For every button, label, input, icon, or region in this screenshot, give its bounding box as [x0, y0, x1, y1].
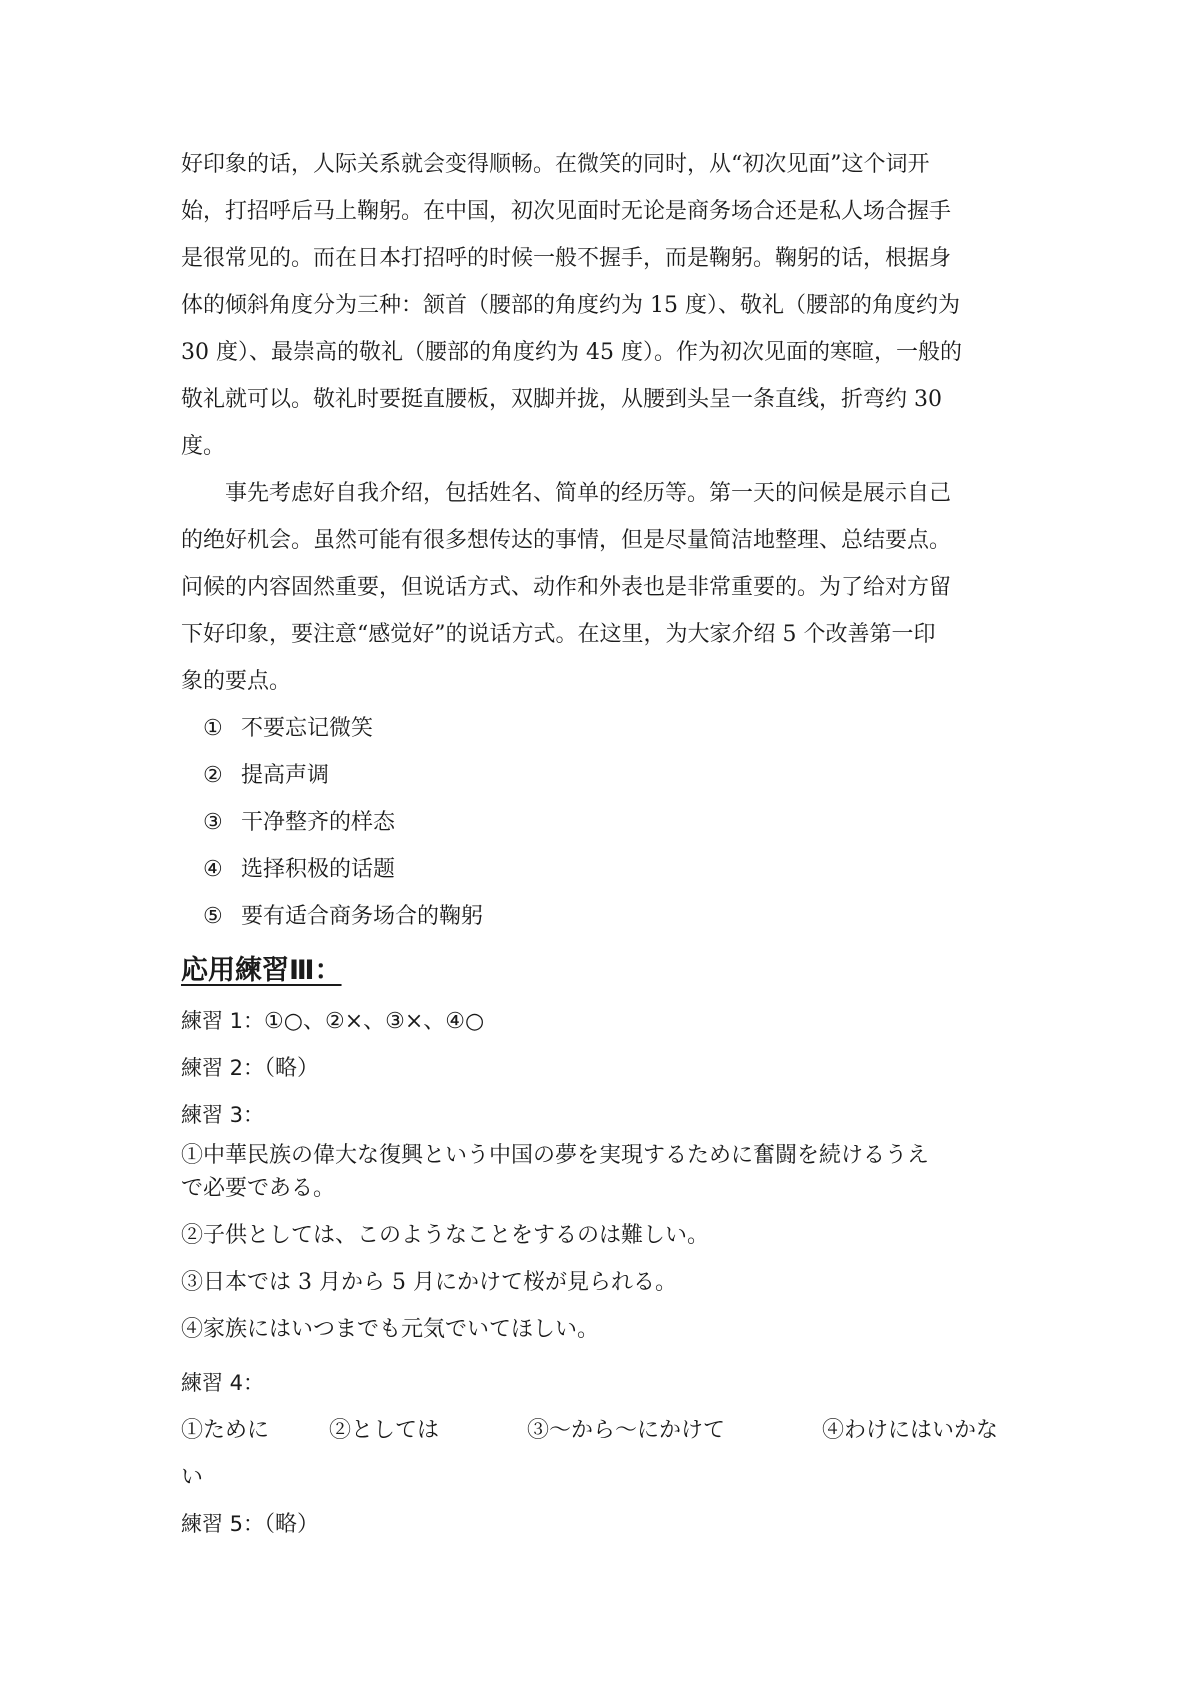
exercise-1 — [181, 998, 1017, 1045]
exercise-answer: （略） — [264, 1056, 320, 1081]
exercise-4-answer: ③～から～にかけて — [527, 1418, 726, 1443]
exercise-label: 練習 4： — [181, 1371, 265, 1395]
list-text: 干净整齐的样态 — [241, 810, 396, 835]
exercise-3-answer-line: で必要である。 — [181, 1176, 336, 1201]
text-line: 事先考虑好自我介绍，包括姓名、简单的经历等。第一天的问候是展示自己 — [225, 481, 952, 506]
exercise-5 — [181, 1501, 1017, 1548]
exercise-label: 練習 2： — [181, 1056, 265, 1080]
list-number: ② — [203, 763, 223, 788]
exercise-4 — [181, 1360, 1017, 1407]
exercise-label: 練習 3： — [181, 1103, 265, 1127]
key-points-list — [181, 705, 1017, 940]
list-item — [181, 752, 1017, 799]
text-line: 度。 — [181, 434, 226, 459]
list-text: 要有适合商务场合的鞠躬 — [241, 904, 484, 929]
list-text: 不要忘记微笑 — [241, 716, 374, 741]
exercise-4-answer-wrap: い — [181, 1465, 204, 1490]
exercise-3 — [181, 1092, 1017, 1139]
list-text: 选择积极的话题 — [241, 857, 396, 882]
text-line: 的绝好机会。虽然可能有很多想传达的事情，但是尽量简洁地整理、总结要点。 — [181, 528, 952, 553]
text-line: 下好印象，要注意“感觉好”的说话方式。在这里，为大家介绍 5 个改善第一印 — [181, 622, 936, 647]
paragraph-bowing — [181, 141, 1017, 470]
list-number: ④ — [203, 857, 223, 882]
exercise-answer: （略） — [264, 1512, 320, 1537]
text-line: 始，打招呼后马上鞠躬。在中国，初次见面时无论是商务场合还是私人场合握手 — [181, 199, 952, 224]
paragraph-self-introduction — [181, 470, 1017, 705]
exercise-4-answer: ④わけにはいかな — [822, 1418, 999, 1443]
document-page — [181, 141, 1017, 1548]
exercise-4-answer: ②としては — [329, 1418, 440, 1443]
exercise-3-answer-line: ③日本では 3 月から 5 月にかけて桜が見られる。 — [181, 1270, 677, 1295]
section-heading: 応用練習Ⅲ： — [181, 955, 342, 986]
exercise-label: 練習 5： — [181, 1512, 265, 1536]
exercise-3-answer-line: ①中華民族の偉大な復興という中国の夢を実現するために奮闘を続けるうえ — [181, 1143, 930, 1168]
text-line: 好印象的话，人际关系就会变得顺畅。在微笑的同时，从“初次见面”这个词开 — [181, 152, 930, 177]
text-line: 象的要点。 — [181, 669, 292, 694]
list-number: ③ — [203, 810, 223, 835]
list-item — [181, 893, 1017, 940]
list-item — [181, 846, 1017, 893]
text-line: 是很常见的。而在日本打招呼的时候一般不握手，而是鞠躬。鞠躬的话，根据身 — [181, 246, 952, 271]
list-item — [181, 705, 1017, 752]
list-number: ① — [203, 716, 223, 741]
list-item — [181, 799, 1017, 846]
exercise-3-answer-line: ②子供としては、このようなことをするのは難しい。 — [181, 1223, 710, 1248]
text-line: 敬礼就可以。敬礼时要挺直腰板，双脚并拢，从腰到头呈一条直线，折弯约 30 — [181, 387, 942, 412]
text-line: 体的倾斜角度分为三种：颔首（腰部的角度约为 15 度）、敬礼（腰部的角度约为 — [181, 293, 960, 318]
exercise-label: 練習 1： — [181, 1009, 265, 1033]
exercise-answer: ①○、②×、③×、④○ — [264, 1009, 485, 1034]
exercise-4-answers — [181, 1407, 1017, 1454]
exercise-3-answer-line: ④家族にはいつまでも元気でいてほしい。 — [181, 1317, 600, 1342]
text-line: 30 度）、最崇高的敬礼（腰部的角度约为 45 度）。作为初次见面的寒暄，一般的 — [181, 340, 962, 365]
exercise-4-answer: ①ために — [181, 1418, 270, 1443]
list-number: ⑤ — [203, 904, 223, 929]
exercise-2 — [181, 1045, 1017, 1092]
text-line: 问候的内容固然重要，但说话方式、动作和外表也是非常重要的。为了给对方留 — [181, 575, 952, 600]
list-text: 提高声调 — [241, 763, 330, 788]
